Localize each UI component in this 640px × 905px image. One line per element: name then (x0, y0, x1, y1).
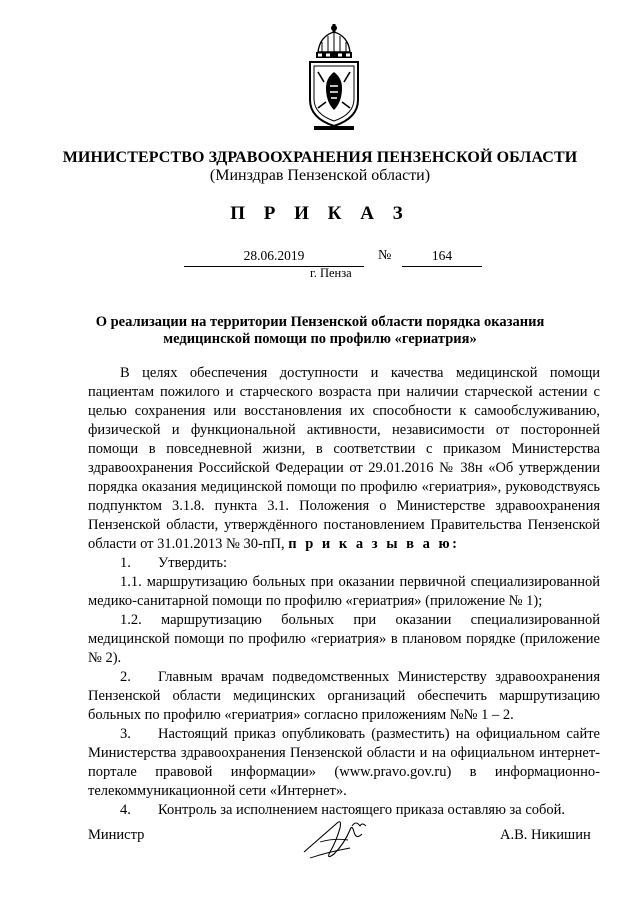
coat-of-arms-emblem (300, 22, 368, 132)
document-city: г. Пенза (310, 266, 352, 280)
prikazyvayu-word: п р и к а з ы в а ю: (288, 536, 460, 552)
document-body (88, 364, 600, 820)
item-1-number: 1. (120, 555, 131, 571)
preamble-text: В целях обеспечения доступности и качества медицинской помощи пациентам пожилого и старческого возраста при наличии старческой астении с целью сохранения или восстановления их способности к самообслуживанию, физической и функциональной активности, независимости от посторонней помощи в повседневной жизни, в соответствии с приказом Министерства здравоохранения Российской Федерации от 29.01.2016 № 38н «Об утверждении порядка оказания медицинской помощи по профилю «гериатрия», руководствуясь подпунктом 3.1.8. пункта 3.1. Положения о Министерстве здравоохранения Пензенской области, утверждённого постановлением Правительства Пензенской области от 31.01.2013 № 30-пП, (88, 365, 600, 552)
item-1-2: 1.2. маршрутизацию больных при оказании специализированной медицинской помощи по профилю «гериатрия» в плановом порядке (приложение № 2). (88, 612, 600, 666)
item-4-text: Контроль за исполнением настоящего приказа оставляю за собой. (158, 802, 566, 818)
preamble-paragraph (88, 364, 600, 554)
handwritten-signature (290, 808, 380, 866)
item-4-number: 4. (120, 802, 131, 818)
signature-icon (290, 808, 380, 866)
ministry-short-name: (Минздрав Пензенской области) (209, 167, 431, 184)
signer-name: А.В. Никишин (500, 827, 591, 843)
item-3 (88, 725, 600, 801)
penza-emblem-icon (300, 22, 368, 132)
item-2 (88, 668, 600, 725)
ministry-name: МИНИСТЕРСТВО ЗДРАВООХРАНЕНИЯ ПЕНЗЕНСКОЙ ОБЛАСТИ (62, 149, 578, 166)
item-2-number: 2. (120, 669, 131, 685)
document-number: 164 (402, 248, 482, 267)
document-subject: О реализации на территории Пензенской области порядка оказания медицинской помощи по профилю «гериатрия» (95, 314, 545, 347)
item-2-text: Главным врачам подведомственных Министерству здравоохранения Пензенской области медицинских организаций обеспечить маршрутизацию больных по профилю «гериатрия» согласно приложениям №№ 1 – 2. (88, 669, 600, 723)
item-3-number: 3. (120, 726, 131, 742)
document-date: 28.06.2019 (184, 248, 364, 267)
item-1-1: 1.1. маршрутизацию больных при оказании первичной специализированной медико-санитарной помощи по профилю «гериатрия» (приложение № 1); (88, 574, 600, 609)
document-type: П Р И К А З (230, 203, 410, 224)
signer-role: Министр (88, 827, 145, 843)
item-3-text: Настоящий приказ опубликовать (разместить) на официальном сайте Министерства здравоохранения Пензенской области и на официальном интернет-портале правовой информации» (www.pravo.gov.ru) в информационно-телекоммуникационной сети «Интернет». (88, 726, 600, 799)
item-1 (88, 554, 600, 573)
item-1-text: Утвердить: (158, 555, 227, 571)
number-sign: № (378, 248, 392, 263)
